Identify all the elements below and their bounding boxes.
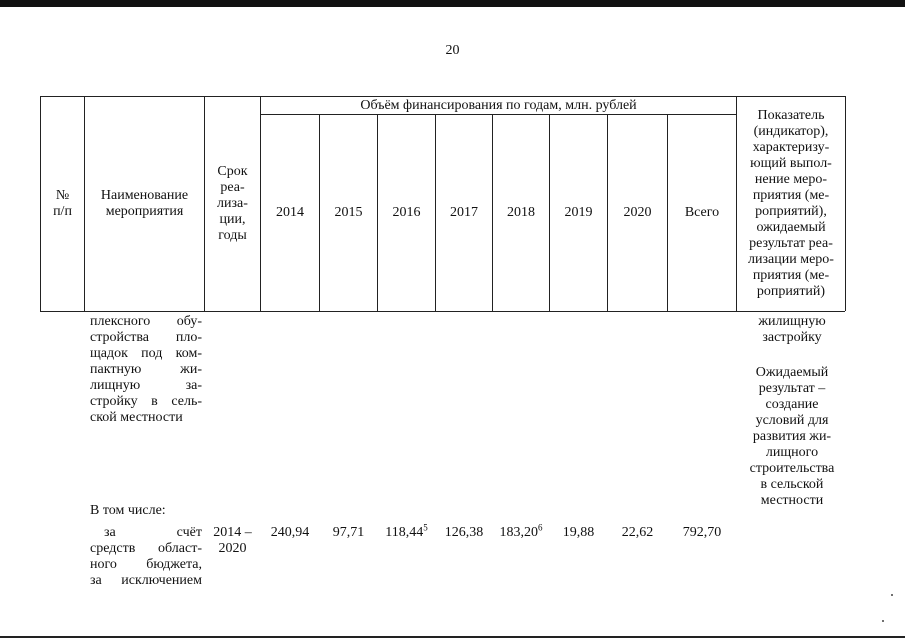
indicator-continuation: жилищную застройку bbox=[758, 314, 826, 345]
header-year-2014: 2014 bbox=[276, 205, 304, 220]
header-year-2017: 2017 bbox=[450, 205, 478, 220]
measure-name-line: щадок под ком- bbox=[90, 346, 202, 361]
row-term: 2014 – 2020 bbox=[213, 525, 252, 556]
header-year-2018: 2018 bbox=[507, 205, 535, 220]
row-value-2020 bbox=[608, 525, 667, 541]
row-value-total: 792,70 bbox=[682, 525, 722, 540]
header-year-2020: 2020 bbox=[623, 205, 652, 220]
row-name-line: за исключением bbox=[90, 573, 202, 588]
value-text: 22,62 bbox=[621, 525, 654, 540]
row-name-line: средств област- bbox=[90, 541, 202, 556]
bottom-border-line bbox=[0, 636, 905, 638]
top-border-bar bbox=[0, 0, 905, 7]
row-name bbox=[90, 525, 202, 589]
scan-speck bbox=[882, 620, 884, 622]
header-indicator: Показатель (индикатор), характеризу- ющий выпол- нение меро- приятия (ме- роприятий), ожидаемый результат реа- лизации меро- приятия (ме- роприятий) bbox=[748, 108, 834, 299]
header-year-2019: 2019 bbox=[564, 205, 593, 220]
row-value-2019 bbox=[550, 525, 607, 541]
value-text: 126,38 bbox=[444, 525, 484, 540]
value-text: 183,20 bbox=[499, 525, 538, 540]
including-label: В том числе: bbox=[90, 503, 166, 518]
header-year-2015: 2015 bbox=[334, 205, 363, 220]
row-value-2016 bbox=[378, 522, 435, 541]
header-total: Всего bbox=[684, 205, 720, 220]
row-name-line: ного бюджета, bbox=[90, 557, 202, 572]
value-text: 118,44 bbox=[385, 525, 424, 540]
header-year-2016: 2016 bbox=[392, 205, 421, 220]
value-text: 240,94 bbox=[270, 525, 310, 540]
measure-name-line: стройку в сель- bbox=[90, 394, 202, 409]
row-value-2015 bbox=[320, 525, 377, 541]
measure-name-line: пактную жи- bbox=[90, 362, 202, 377]
footnote-mark: 5 bbox=[423, 522, 428, 533]
measure-name-line: лищную за- bbox=[90, 378, 202, 393]
header-num: № п/п bbox=[53, 188, 72, 219]
value-text: 19,88 bbox=[562, 525, 595, 540]
row-value-2017 bbox=[436, 525, 492, 541]
page-number: 20 bbox=[445, 43, 460, 58]
measure-name-line: стройства пло- bbox=[90, 330, 202, 345]
header-funding-title: Объём финансирования по годам, млн. рублей bbox=[360, 97, 637, 113]
header-term: Срок реа- лиза- ции, годы bbox=[217, 164, 248, 243]
row-name-line: за счёт bbox=[104, 525, 202, 540]
footnote-mark: 6 bbox=[538, 522, 543, 533]
measure-name-line: ской местности bbox=[90, 410, 183, 425]
measure-name-line: плексного обу- bbox=[90, 314, 202, 329]
row-value-2014 bbox=[261, 525, 319, 541]
value-text: 97,71 bbox=[332, 525, 365, 540]
row-value-2018 bbox=[493, 522, 549, 541]
indicator-expected-result: Ожидаемый результат – создание условий для развития жи- лищного строительства в сельской местности bbox=[749, 365, 835, 508]
header-name: Наименование мероприятия bbox=[100, 188, 189, 219]
scan-speck bbox=[891, 594, 893, 596]
measure-name-continuation bbox=[90, 314, 202, 426]
